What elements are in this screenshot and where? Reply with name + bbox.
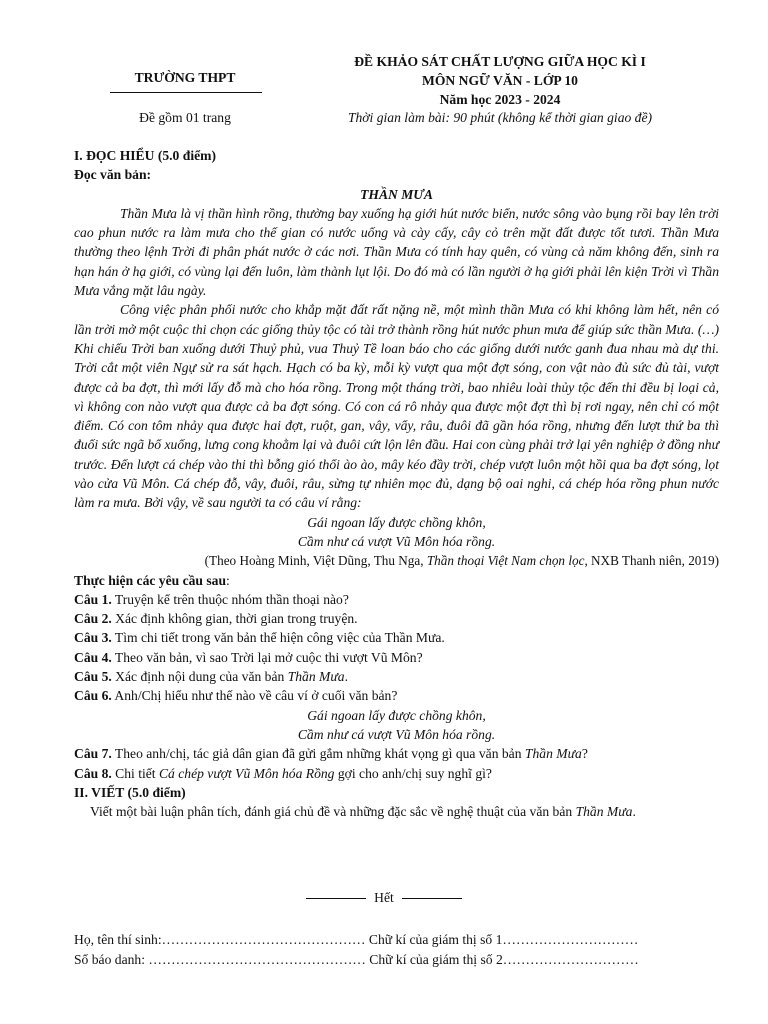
tasks-label — [74, 571, 719, 590]
source-prefix: (Theo Hoàng Minh, Việt Dũng, Thu Nga, — [204, 553, 427, 569]
question-after: gợi cho anh/chị suy nghĩ gì? — [334, 765, 492, 781]
page-count: Đề gồm 01 trang — [139, 110, 231, 125]
question-text: Tìm chi tiết trong văn bản thể hiện công việc của Thần Mưa. — [111, 630, 445, 646]
poem-line-1: Gái ngoan lấy được chồng khôn, — [307, 514, 486, 530]
source-suffix: , NXB Thanh niên, 2019) — [584, 553, 719, 569]
writing-task-text: Viết một bài luận phân tích, đánh giá chủ đề và những đặc sắc về nghệ thuật của văn bản — [90, 804, 576, 820]
candidate-number-line: Số báo danh: ………………………………………… Chữ kí của giám thị số 2………………………… — [74, 952, 639, 967]
question-number: Câu 7. — [74, 746, 112, 762]
exam-title: ĐỀ KHẢO SÁT CHẤT LƯỢNG GIỮA HỌC KÌ I — [354, 54, 646, 69]
question-text: Xác định nội dung của văn bản — [111, 669, 288, 685]
writing-task-after: . — [632, 804, 636, 820]
tasks-label-text: Thực hiện các yêu cầu sau — [74, 572, 227, 588]
writing-task — [74, 802, 719, 821]
read-text-label: Đọc văn bản: — [74, 167, 152, 183]
source-citation — [74, 551, 719, 570]
poem-line-2: Cầm như cá vượt Vũ Môn hóa rồng. — [297, 533, 496, 549]
end-rule-right — [402, 898, 462, 899]
question-number: Câu 5. — [74, 669, 112, 685]
writing-task-italic: Thần Mưa — [575, 804, 633, 820]
question-text: Theo văn bản, vì sao Trời lại mở cuộc thi vượt Vũ Môn? — [111, 649, 423, 665]
question-after: ? — [581, 746, 588, 762]
question-italic: Thần Mưa — [524, 746, 582, 762]
question-7 — [74, 744, 719, 763]
question-number: Câu 6. — [74, 688, 112, 704]
exam-subject: MÔN NGỮ VĂN - LỚP 10 — [422, 73, 578, 88]
section-writing-heading: II. VIẾT (5.0 điểm) — [74, 784, 186, 800]
question-after: . — [344, 669, 348, 685]
question-5 — [74, 667, 719, 686]
question-8 — [74, 764, 719, 783]
question-text: Chi tiết — [111, 765, 159, 781]
school-name: TRƯỜNG THPT — [134, 70, 236, 85]
end-label: Hết — [374, 890, 394, 905]
question-text: Xác định không gian, thời gian trong truyện. — [111, 611, 358, 627]
story-paragraph-2: Công việc phân phối nước cho khắp mặt đất rất nặng nề, một mình thần Mưa có khi không làm hết, nên có lần trời mở một cuộc thi chọn các giống thủy tộc có tài trở thành rồng hút nước phun mưa để giúp sức thần Mưa. (…) Khi chiếu Trời ban xuống dưới Thuỷ phủ, vua Thuỷ Tề loan báo cho các giống dưới nước ganh đua nhau mà dự thi. Trời cắt một viên Ngự sử ra sát hạch. Hạch có ba kỳ, mỗi kỳ vượt qua một đợt sóng, con vật nào đủ sức đủ tài, vượt được cả ba đợt, thì mới lấy đỗ mà cho hóa rồng. Trong một tháng trời, bao nhiêu loài thủy tộc đến thi đều bị loại cả, vì không con nào vượt qua được cả ba đợt sóng. Có con cá rô nhảy qua được một đợt thì bị rơi ngay, nên chỉ có một điểm. Có con tôm nhảy qua được hai đợt, ruột, gan, vây, vẩy, râu, đuôi đã gần hóa rồng, nhưng đến lượt thứ ba thì đuối sức ngã bổ xuống, lưng cong khoằm lại và đuôi cứt lộn lên đầu. Hai con cùng phải trở lại yên nghiệp ở đồng như trước. Đến lượt cá chép vào thi thì bỗng gió thổi ào ào, mây kéo đầy trời, chép vượt luôn một hồi qua ba đợt sóng, lọt vào cửa Vũ Môn. Cá chép đỗ, vây, đuôi, râu, sừng tự nhiên mọc đủ, dạng bộ oai nghi, cá chép hóa rồng phun nước làm ra mưa. Bởi vậy, về sau người ta có câu ví rằng: — [74, 302, 719, 511]
source-book: Thần thoại Việt Nam chọn lọc — [426, 553, 585, 569]
question-text: Truyện kể trên thuộc nhóm thần thoại nào? — [111, 591, 349, 607]
question-italic: Cá chép vượt Vũ Môn hóa Rồng — [158, 765, 335, 781]
school-year: Năm học 2023 - 2024 — [439, 92, 561, 107]
exam-duration: Thời gian làm bài: 90 phút (không kể thời gian giao đề) — [347, 110, 653, 125]
tasks-label-colon: : — [226, 572, 230, 588]
candidate-name-line: Họ, tên thí sinh:……………………………………… Chữ kí của giám thị số 1………………………… — [74, 932, 639, 947]
question-6-poem-line-2: Cầm như cá vượt Vũ Môn hóa rồng. — [297, 726, 496, 742]
question-number: Câu 2. — [74, 611, 112, 627]
question-6-poem-line-1: Gái ngoan lấy được chồng khôn, — [307, 707, 486, 723]
question-number: Câu 8. — [74, 765, 112, 781]
question-text: Theo anh/chị, tác giả dân gian đã gửi gắm những khát vọng gì qua văn bản — [111, 746, 525, 762]
question-number: Câu 4. — [74, 649, 112, 665]
story-title: THẦN MƯA — [360, 186, 433, 202]
question-2 — [74, 609, 719, 628]
school-underline — [110, 92, 262, 93]
end-rule-left — [306, 898, 366, 899]
exam-content — [74, 146, 719, 821]
question-number: Câu 3. — [74, 630, 112, 646]
question-number: Câu 1. — [74, 591, 112, 607]
section-reading-heading: I. ĐỌC HIỂU (5.0 điểm) — [74, 148, 216, 163]
end-marker — [0, 890, 768, 906]
story-paragraph-1: Thần Mưa là vị thần hình rồng, thường bay xuống hạ giới hút nước biển, nước sông vào bụng rồi bay lên trời cao phun nước ra làm mưa cho thế gian có nước uống và cày cấy, cây cỏ trên mặt đất được tốt tươi. Thần Mưa thường theo lệnh Trời đi phân phát nước ở các nơi. Thần Mưa có tính hay quên, có vùng cả năm không đến, sinh ra hạn hán ở hạ giới, có vùng lại đến luôn, làm thành lụt lội. Do đó mà có lần người ở hạ giới phải lên kiện Trời vì Thần Mưa vắng mặt lâu ngày. — [74, 205, 719, 299]
question-4 — [74, 648, 719, 667]
question-6 — [74, 686, 719, 705]
question-italic: Thần Mưa — [287, 669, 345, 685]
question-1 — [74, 590, 719, 609]
question-text: Anh/Chị hiểu như thế nào về câu ví ở cuối văn bản? — [111, 688, 398, 704]
question-3 — [74, 628, 719, 647]
